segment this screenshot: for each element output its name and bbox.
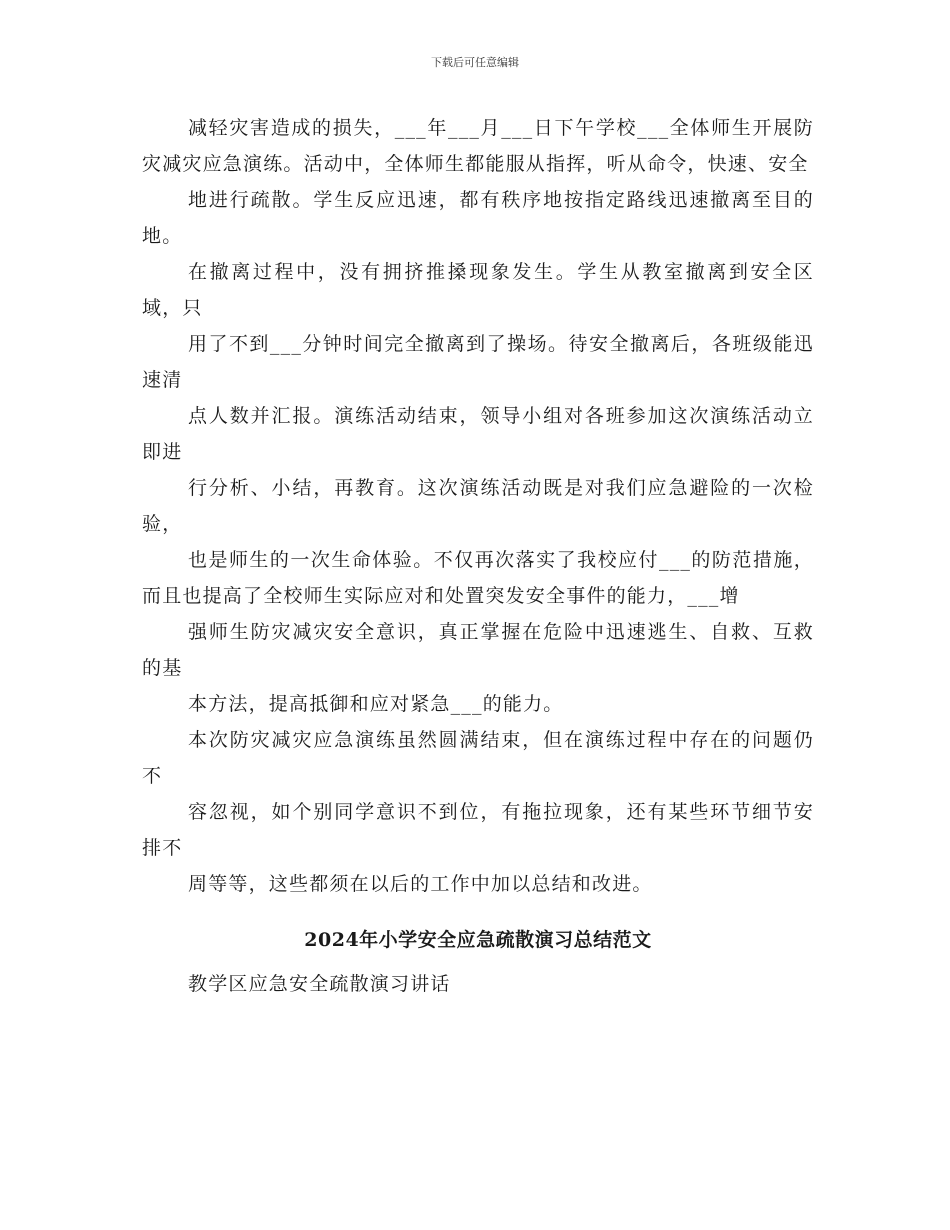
paragraph: 在撤离过程中，没有拥挤推搡现象发生。学生从教室撤离到安全区域，只: [142, 261, 814, 319]
paragraph: 地进行疏散。学生反应迅速，都有秩序地按指定路线迅速撤离至目的地。: [142, 189, 814, 247]
paragraph: 用了不到___分钟时间完全撤离到了操场。待安全撤离后，各班级能迅速清: [142, 333, 814, 391]
paragraph: 强师生防灾减灾安全意识，真正掌握在危险中迅速逃生、自救、互救的基: [142, 621, 814, 679]
paragraph: 也是师生的一次生命体验。不仅再次落实了我校应付___的防范措施，而且也提高了全校师生实际应对和处置突发安全事件的能力，___增: [142, 549, 814, 607]
page-header: 下载后可任意编辑: [431, 56, 519, 69]
section-first-paragraph: 教学区应急安全疏散演习讲话: [188, 973, 451, 995]
paragraph: 行分析、小结，再教育。这次演练活动既是对我们应急避险的一次检验，: [142, 477, 814, 535]
document-body: [142, 110, 814, 1002]
paragraph: 容忽视，如个别同学意识不到位，有拖拉现象，还有某些环节细节安排不: [142, 801, 814, 859]
paragraph: 减轻灾害造成的损失，___年___月___日下午学校___全体师生开展防灾减灾应急演练。活动中，全体师生都能服从指挥，听从命令，快速、安全: [142, 117, 814, 175]
paragraph: 点人数并汇报。演练活动结束，领导小组对各班参加这次演练活动立即进: [142, 405, 814, 463]
section-title: 2024年小学安全应急疏散演习总结范文: [304, 929, 652, 951]
paragraph: 本次防灾减灾应急演练虽然圆满结束，但在演练过程中存在的问题仍不: [142, 729, 814, 787]
paragraph: 本方法，提高抵御和应对紧急___的能力。: [188, 693, 564, 715]
paragraph: 周等等，这些都须在以后的工作中加以总结和改进。: [188, 873, 653, 895]
